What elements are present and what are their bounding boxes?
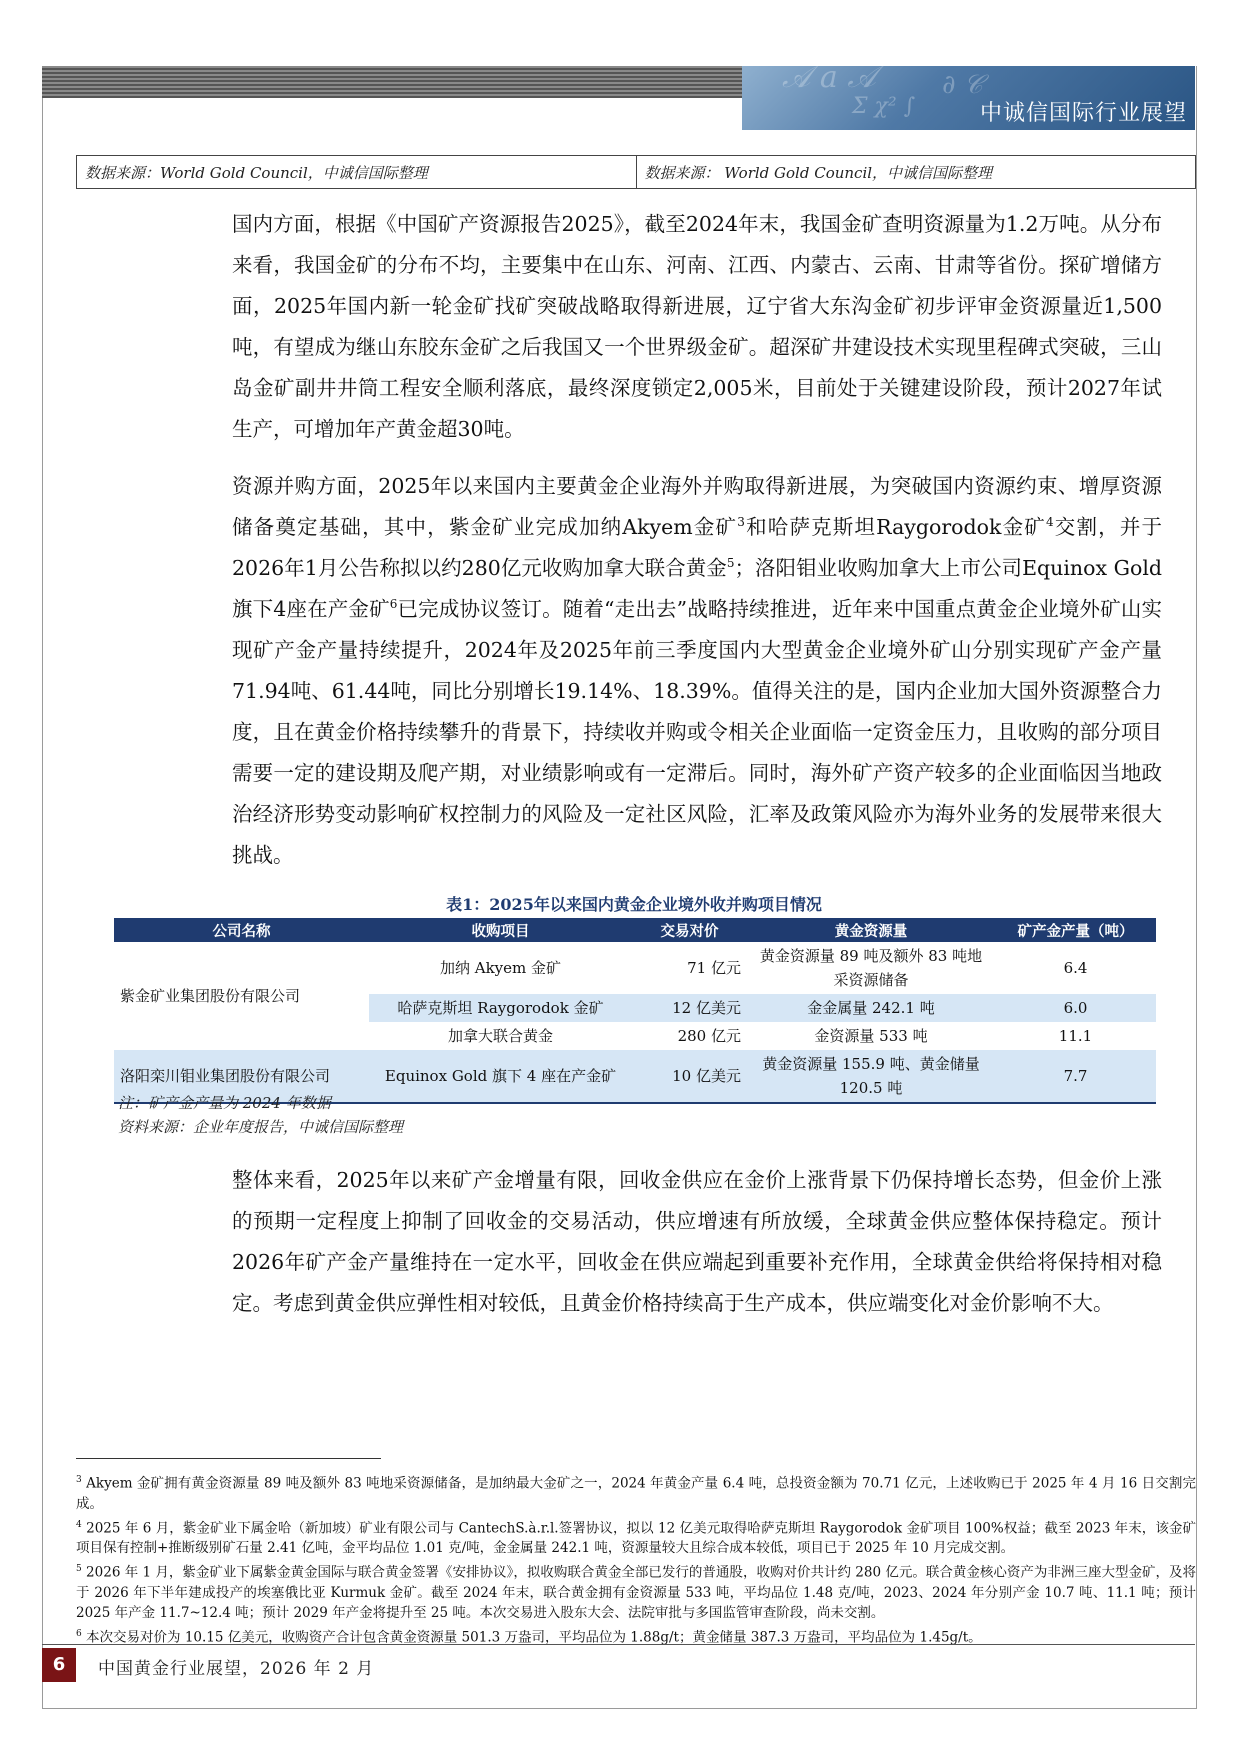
table-note: 注：矿产金产量为 2024 年数据 [118, 1094, 331, 1112]
chart-source-left: 数据来源：World Gold Council，中诚信国际整理 [85, 164, 428, 182]
project-cell: 加纳 Akyem 金矿 [439, 959, 562, 977]
paragraph-mergers-part: 交割，并于2026年1月公告称拟以约280亿元收购加拿大联合黄金 [232, 515, 1162, 580]
chart-source-right: 数据来源： World Gold Council，中诚信国际整理 [636, 156, 1196, 188]
footnote-3 [76, 1470, 1196, 1514]
footnote-ref-5[interactable]: 5 [726, 556, 735, 571]
project-cell: 加拿大联合黄金 [447, 1027, 553, 1045]
paragraph-mergers-part: 资源并购方面，2025年以来国内主要黄金企业海外并购取得新进展，为突破国内资源约束、增厚资源储备奠定基础，其中，紫金矿业完成加纳Akyem金矿 [232, 474, 1162, 539]
col-header-project: 收购项目 [369, 918, 632, 942]
footnote-ref-6[interactable]: 6 [389, 597, 398, 612]
footnote-number: 3 [76, 1475, 82, 1485]
paragraph-summary: 整体来看，2025年以来矿产金增量有限，回收金供应在金价上涨背景下仍保持增长态势，但金价上涨的预期一定程度上抑制了回收金的交易活动，供应增速有所放缓，全球黄金供应整体保持稳定。预计2026年矿产金产量维持在一定水平，回收金在供应端起到重要补充作用，全球黄金供给将保持相对稳定。考虑到黄金供应弹性相对较低，且黄金价格持续高于生产成本，供应端变化对金价影响不大。 [232, 1168, 1162, 1315]
chart-source-row [76, 155, 1196, 189]
acquisitions-table [114, 918, 1156, 1104]
footnote-separator [76, 1458, 381, 1459]
table-source: 资料来源：企业年度报告，中诚信国际整理 [118, 1118, 404, 1136]
header-banner [742, 66, 1195, 130]
header-stripes [42, 66, 742, 98]
resource-cell: 黄金资源量 155.9 吨、黄金储量 120.5 吨 [747, 1050, 995, 1103]
footnote-number: 5 [76, 1564, 82, 1574]
page-number: 6 [42, 1648, 76, 1682]
company-cell: 洛阳栾川钼业集团股份有限公司 [114, 1050, 369, 1103]
resource-cell: 金金属量 242.1 吨 [747, 994, 995, 1022]
col-header-resource: 黄金资源量 [747, 918, 995, 942]
footnote-text: Akyem 金矿拥有黄金资源量 89 吨及额外 83 吨地采资源储备，是加纳最大金矿之一，2024 年黄金产量 6.4 吨，总投资金额为 70.71 亿元，上述收购已于 2025 年 4 月 16 日交割完成。 [76, 1475, 1196, 1512]
footnote-text: 本次交易对价为 10.15 亿美元，收购资产合计包含黄金资源量 501.3 万盎司，平均品位为 1.88g/t；黄金储量 387.3 万盎司，平均品位为 1.45g/t。 [86, 1629, 982, 1645]
price-cell: 71 亿元 [687, 959, 741, 977]
footnote-text: 2026 年 1 月，紫金矿业下属紫金黄金国际与联合黄金签署《安排协议》，拟收购联合黄金全部已发行的普通股，收购对价共计约 280 亿元。联合黄金核心资产为非洲三座大型金矿，及将于 2026 年下半年建成投产的埃塞俄比亚 Kurmuk 金矿。截至 2024 年末，联合黄金拥有金资源量 533 吨，平均品位 1.48 克/吨，2023、2024 年分别产金 10.7 吨、11.1 吨；预计 2025 年产金 11.7~12.4 吨；预计 2029 年产金将提升至 25 吨。本次交易进入股东大会、法院审批与多国监管审查阶段，尚未交割。 [76, 1564, 1197, 1621]
paragraph-domestic-resources: 国内方面，根据《中国矿产资源报告2025》，截至2024年末，我国金矿查明资源量为1.2万吨。从分布来看，我国金矿的分布不均，主要集中在山东、河南、江西、内蒙古、云南、甘肃等省份。探矿增储方面，2025年国内新一轮金矿找矿突破战略取得新进展，辽宁省大东沟金矿初步评审金资源量近1,500吨，有望成为继山东胶东金矿之后我国又一个世界级金矿。超深矿井建设技术实现里程碑式突破，三山岛金矿副井井筒工程安全顺利落底，最终深度锁定2,005米，目前处于关键建设阶段，预计2027年试生产，可增加年产黄金超30吨。 [232, 212, 1162, 441]
paragraph-mergers-part: 和哈萨克斯坦Raygorodok金矿 [744, 515, 1046, 539]
footnote-ref-3[interactable]: 3 [737, 515, 745, 530]
company-cell: 紫金矿业集团股份有限公司 [114, 942, 369, 1050]
banner-decoration: 𝒜 a 𝒜 [782, 66, 876, 95]
price-cell: 280 亿元 [677, 1027, 741, 1045]
output-cell: 11.1 [1058, 1027, 1093, 1045]
footnotes [76, 1470, 1196, 1648]
table-header-row [114, 918, 1156, 942]
table-row [114, 942, 1156, 994]
resource-cell: 黄金资源量 89 吨及额外 83 吨地采资源储备 [759, 947, 983, 989]
output-cell: 6.0 [995, 994, 1156, 1022]
footer-rule [42, 1644, 1195, 1645]
paragraph-mergers-part: ；洛阳钼业收购加拿大上市公司Equinox Gold旗下4座在产金矿 [232, 556, 1162, 621]
resource-cell: 金资源量 533 吨 [814, 1027, 928, 1045]
header-title: 中诚信国际行业展望 [979, 101, 1187, 126]
col-header-company: 公司名称 [114, 918, 369, 942]
footer-text: 中国黄金行业展望，2026 年 2 月 [98, 1659, 375, 1679]
banner-decoration: ∂ 𝒞 [942, 70, 983, 100]
footnote-5 [76, 1559, 1196, 1623]
price-cell: 12 亿美元 [632, 994, 747, 1022]
paragraph-mergers [232, 466, 1162, 876]
col-header-price: 交易对价 [632, 918, 747, 942]
footnote-4 [76, 1515, 1196, 1559]
project-cell: 哈萨克斯坦 Raygorodok 金矿 [369, 994, 632, 1022]
paragraph-mergers-part: 已完成协议签订。随着“走出去”战略持续推进，近年来中国重点黄金企业境外矿山实现矿产金产量持续提升，2024年及2025年前三季度国内大型黄金企业境外矿山分别实现矿产金产量71.94吨、61.44吨，同比分别增长19.14%、18.39%。值得关注的是，国内企业加大国外资源整合力度，且在黄金价格持续攀升的背景下，持续收并购或令相关企业面临一定资金压力，且收购的部分项目需要一定的建设期及爬产期，对业绩影响或有一定滞后。同时，海外矿产资产较多的企业面临因当地政治经济形势变动影响矿权控制力的风险及一定社区风险，汇率及政策风险亦为海外业务的发展带来很大挑战。 [232, 597, 1162, 867]
project-cell: Equinox Gold 旗下 4 座在产金矿 [369, 1050, 632, 1103]
footnote-ref-4[interactable]: 4 [1045, 515, 1054, 530]
footnote-number: 4 [76, 1519, 82, 1530]
banner-decoration: Σ χ² ∫ [852, 94, 916, 119]
price-cell: 10 亿美元 [632, 1050, 747, 1103]
output-cell: 7.7 [995, 1050, 1156, 1103]
table-title: 表1：2025年以来国内黄金企业境外收并购项目情况 [446, 895, 822, 914]
output-cell: 6.4 [1063, 959, 1088, 977]
col-header-output: 矿产金产量（吨） [995, 918, 1156, 942]
footnote-text: 2025 年 6 月，紫金矿业下属金哈（新加坡）矿业有限公司与 CantechS.à.r.l.签署协议，拟以 12 亿美元取得哈萨克斯坦 Raygorodok 金矿项目 100%权益；截至 2023 年末，该金矿项目保有控制+推断级别矿石量 2.41 亿吨，金平均品位 1.01 克/吨，金金属量 242.1 吨，资源量较大且综合成本较低，项目已于 2025 年 10 月完成交割。 [76, 1520, 1196, 1556]
footnote-number: 6 [76, 1628, 82, 1639]
